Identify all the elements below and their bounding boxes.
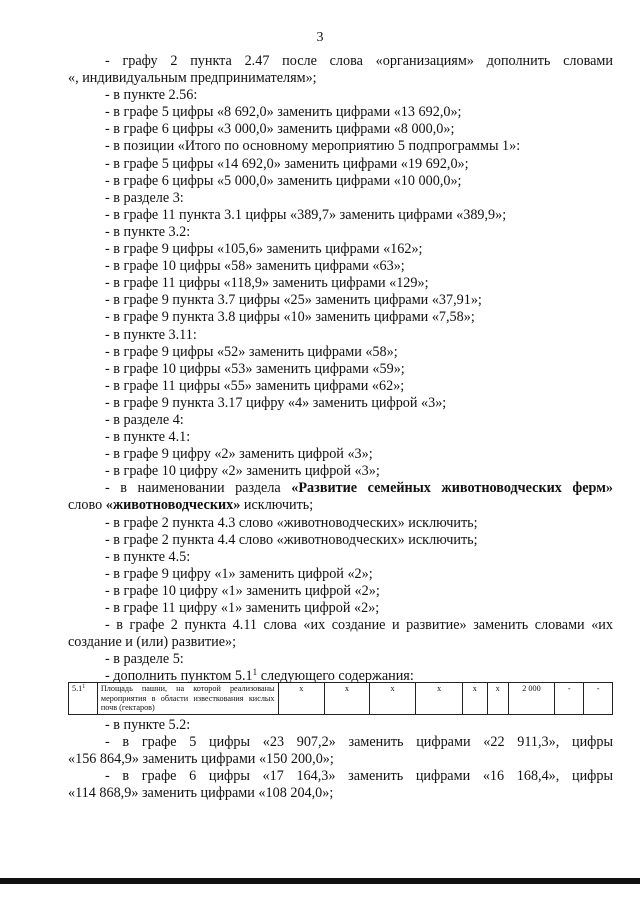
text-fragment: следующего содержания: [257,668,414,685]
section-title-line-2 [68,497,613,514]
text-line: - в графе 9 пункта 3.17 цифру «4» заменить цифрой «3»; [105,394,447,411]
text-line: - в графе 10 цифру «1» заменить цифрой «2»; [105,582,380,599]
text-line: - в графе 10 цифры «58» заменить цифрами «63»; [105,258,405,275]
inserted-table [68,682,613,715]
text-line: - в графе 10 цифру «2» заменить цифрой «3»; [105,463,380,480]
superscript: 1 [252,667,258,678]
text-line: - в графе 11 цифры «118,9» заменить цифрами «129»; [105,275,429,292]
table-cell-description: Площадь пашни, на которой реализованы мероприятия в области известкования кислых почв (гектаров) [97,683,278,715]
table-cell: x [416,683,463,715]
text-line: - в графе 10 цифры «53» заменить цифрами «59»; [105,360,405,377]
text-line: - в графе 11 пункта 3.1 цифры «389,7» заменить цифрами «389,9»; [105,206,507,223]
table-row [69,683,613,715]
text-line: - в графе 5 цифры «23 907,2» заменить цифрами «22 911,3», цифры [105,734,613,751]
text-line: - в графе 11 цифру «1» заменить цифрой «2»; [105,600,380,616]
text-line: - в разделе 4: [105,411,184,428]
section-title-bold: «Развитие семейных животноводческих ферм» [291,480,613,497]
text-line: - графу 2 пункта 2.47 после слова «организациям» дополнить словами [105,53,613,69]
text-line: - в пункте 4.1: [105,429,191,446]
text-line: - в графе 9 цифру «1» заменить цифрой «2»; [105,565,373,582]
text-line: - в графе 6 цифры «5 000,0» заменить цифрами «10 000,0»; [105,172,462,189]
text-line: - в графе 2 пункта 4.4 слово «животноводческих» исключить; [105,531,478,548]
text-line: - в графе 9 пункта 3.8 цифры «10» заменить цифрами «7,58»; [105,309,475,326]
table-cell: - [584,683,613,715]
text-line: - в позиции «Итого по основному мероприятию 5 подпрограммы 1»: [105,138,521,155]
text-fragment: - в наименовании раздела [105,480,292,497]
section-title-line [68,480,613,497]
text-line: - в графе 2 пункта 4.11 слова «их создание и развитие» заменить словами «их [105,617,613,634]
text-line: «, индивидуальным предпринимателям»; [68,70,317,87]
text-line: - в графе 9 цифры «105,6» заменить цифрами «162»; [105,241,423,258]
table-cell-number: $5.1^1$ [69,683,98,715]
text-line: - в графе 6 цифры «17 164,3» заменить цифрами «16 168,4», цифры [105,768,613,785]
text-line: - в пункте 2.56: [105,87,198,104]
document-body [68,53,613,802]
table-cell: x [278,683,325,715]
text-line: - в графе 5 цифры «14 692,0» заменить цифрами «19 692,0»; [105,155,469,172]
table-cell: x [325,683,370,715]
text-line: - в графе 5 цифры «8 692,0» заменить цифрами «13 692,0»; [105,104,462,121]
text-line: - в разделе 5: [105,651,184,668]
text-line: - в разделе 3: [105,189,184,206]
table-cell: x [462,683,487,715]
bold-word: «животноводческих» [105,497,241,514]
table-cell: - [555,683,584,715]
scan-border-bar [0,878,640,884]
page-number: 3 [316,30,324,45]
text-line: - в графе 9 цифру «2» заменить цифрой «3»; [105,446,373,463]
text-line: «114 868,9» заменить цифрами «108 204,0»; [68,785,334,802]
text-fragment: - дополнить пунктом 5.1 [105,668,253,685]
table-cell: x [487,683,508,715]
text-line: - в пункте 3.2: [105,223,191,240]
text-line: создание и (или) развитие»; [68,634,237,651]
text-line: «156 864,9» заменить цифрами «150 200,0»; [68,751,334,768]
text-fragment: слово [68,497,106,514]
text-line: - в графе 6 цифры «3 000,0» заменить цифрами «8 000,0»; [105,121,455,138]
table-cell: 2 000 [508,683,555,715]
text-line: - в пункте 3.11: [105,326,197,343]
text-fragment: исключить; [240,497,314,514]
text-line: - в пункте 5.2: [105,716,191,733]
table-cell: x [369,683,416,715]
text-line: - в графе 2 пункта 4.3 слово «животноводческих» исключить; [105,514,478,531]
text-line: - в пункте 4.5: [105,548,191,565]
text-line: - в графе 11 цифры «55» заменить цифрами «62»; [105,377,405,394]
text-line: - в графе 9 цифры «52» заменить цифрами «58»; [105,343,398,360]
text-line: - в графе 9 пункта 3.7 цифры «25» заменить цифрами «37,91»; [105,292,482,309]
